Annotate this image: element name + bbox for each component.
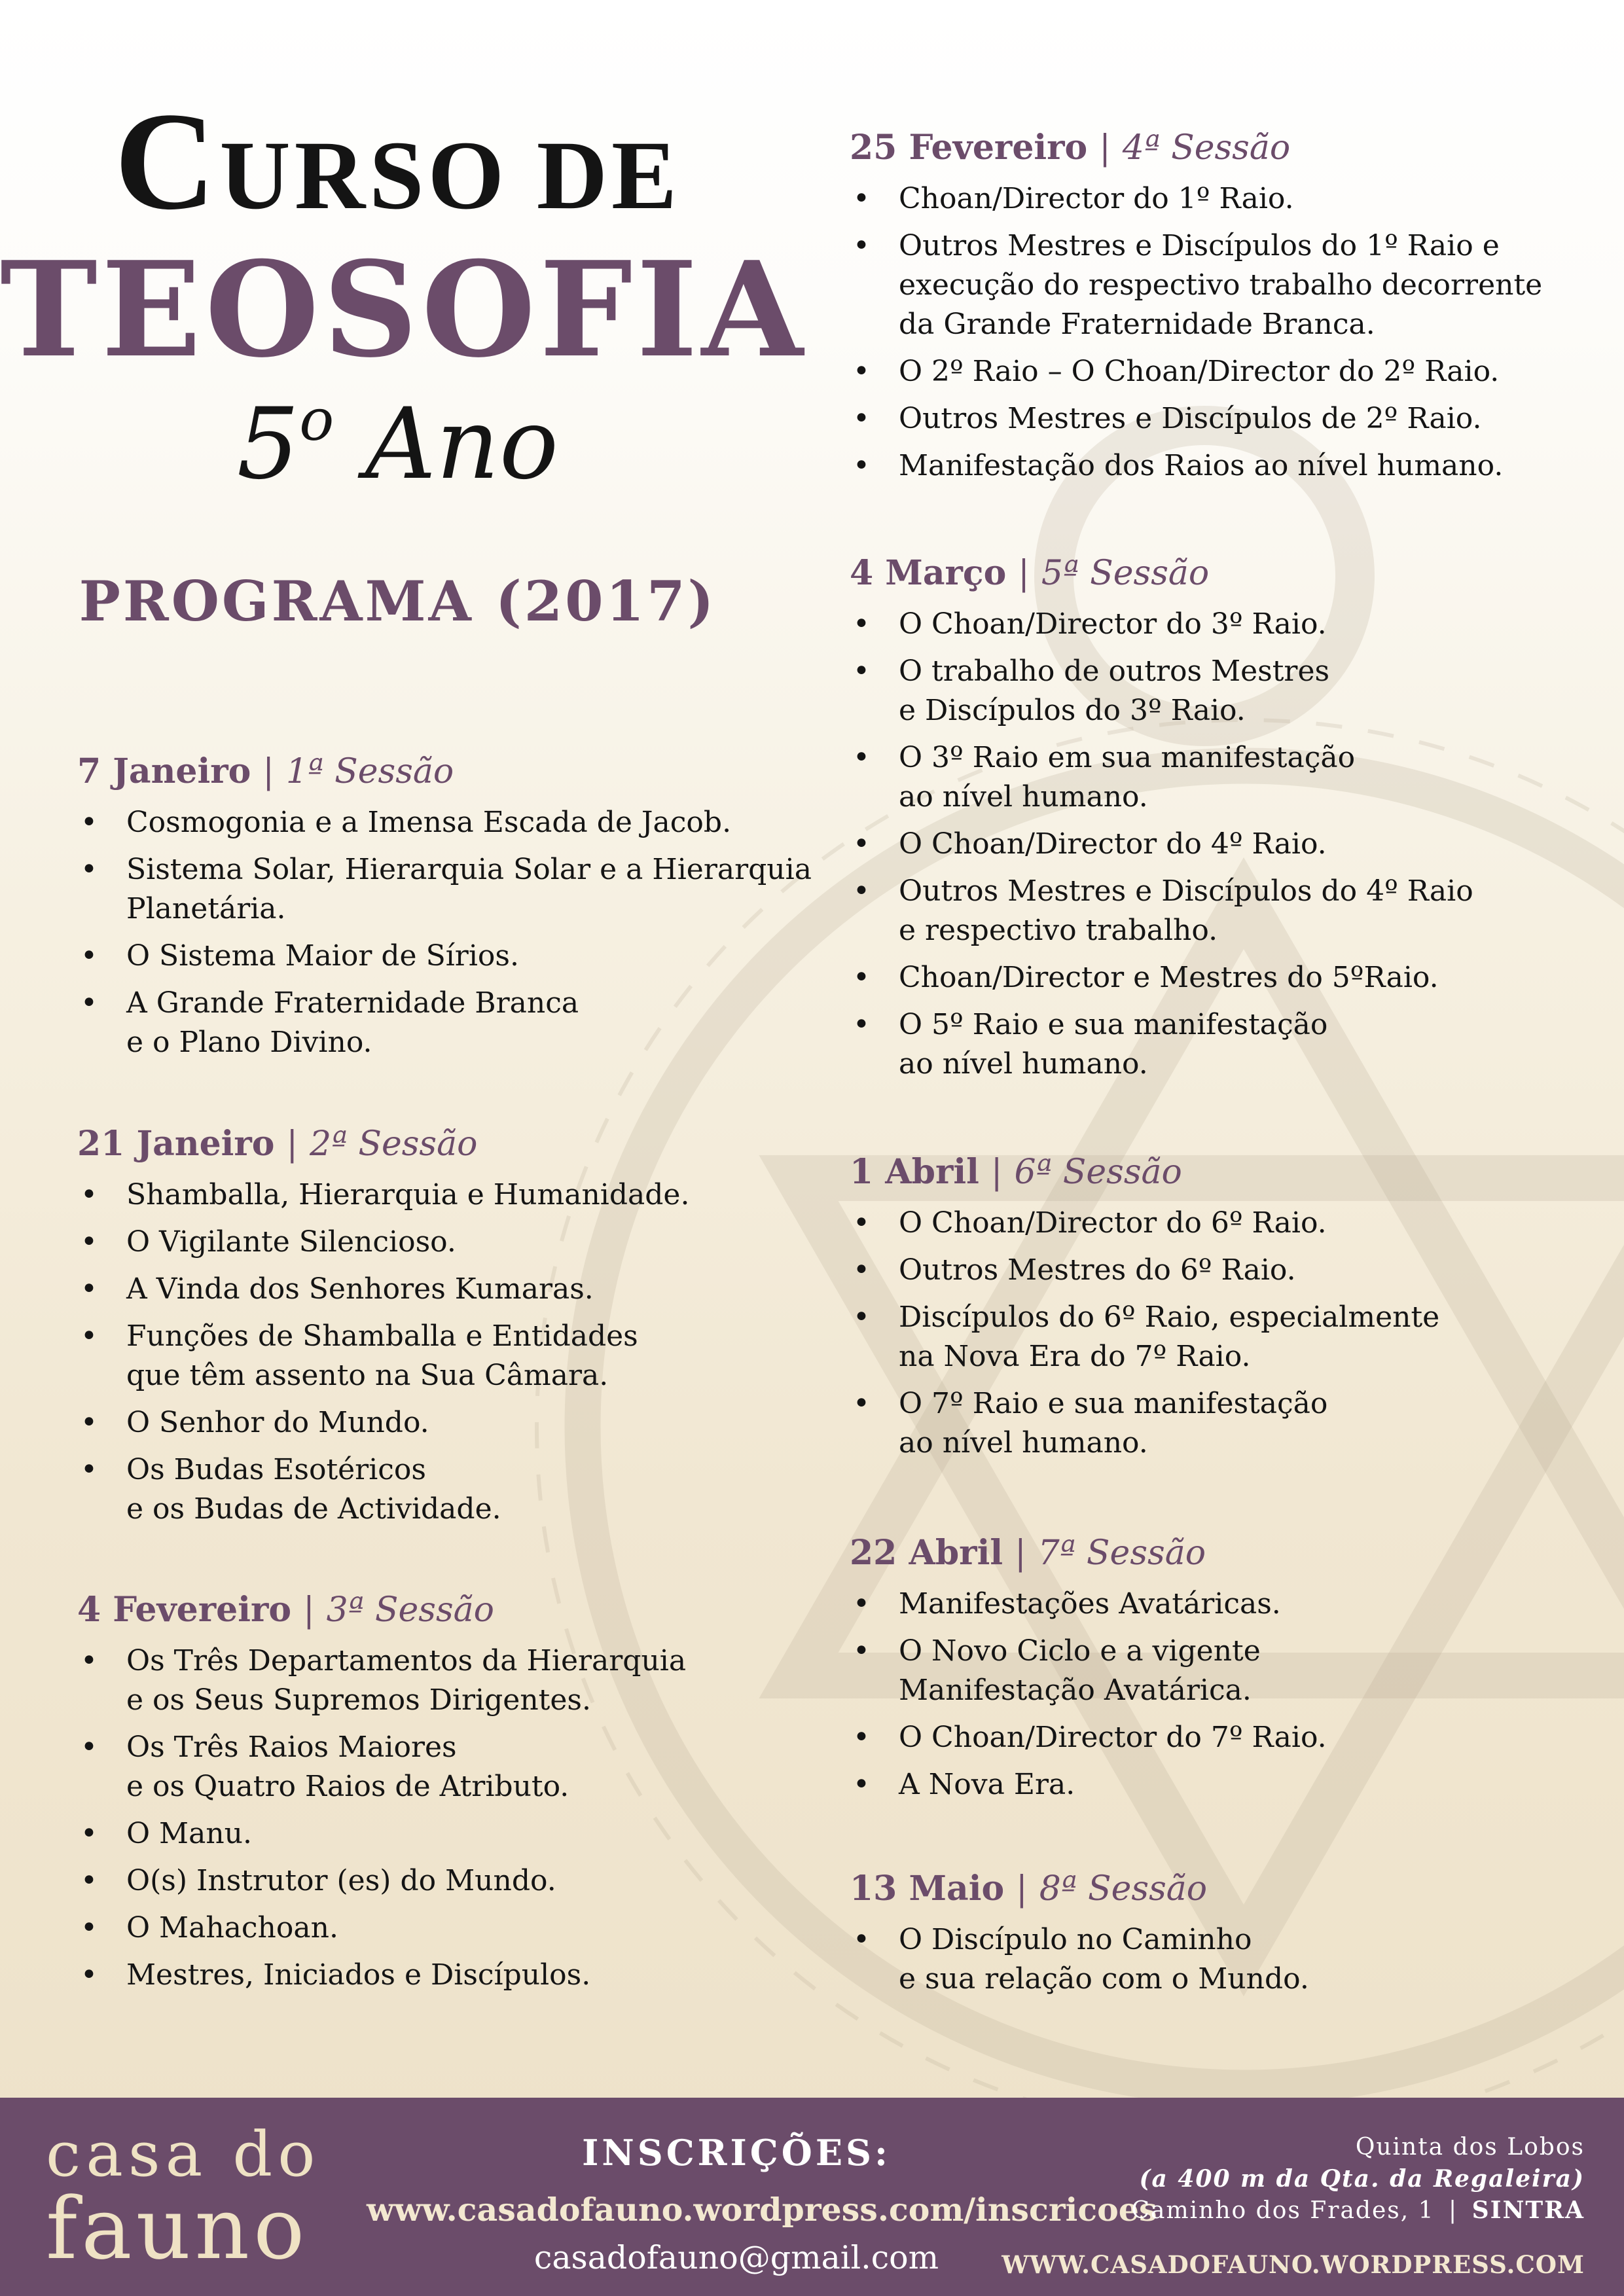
session-heading: 4 Março | 5ª Sessão <box>850 553 1210 593</box>
session-1 <box>77 751 812 1070</box>
registration-block <box>367 2132 1157 2276</box>
list-item: • O Choan/Director do 7º Raio. <box>850 1718 1327 1757</box>
list-item: • Discípulos do 6º Raio, especialmente na Nova Era do 7º Raio. <box>850 1298 1439 1376</box>
programa-subtitle: PROGRAMA (2017) <box>79 569 717 634</box>
footer <box>0 2098 1624 2296</box>
list-item: • O Senhor do Mundo. <box>77 1403 689 1443</box>
title-block <box>0 79 807 634</box>
list-item: • O(s) Instrutor (es) do Mundo. <box>77 1861 686 1901</box>
title-line-1: CURSO DE <box>114 84 681 239</box>
list-item: • O Choan/Director do 4º Raio. <box>850 825 1473 864</box>
list-item: • Outros Mestres e Discípulos do 1º Raio e execução do respectivo trabalho decorrente da Grande Fraternidade Branca. <box>850 226 1542 344</box>
address-block <box>1001 2132 1585 2280</box>
list-item: • O trabalho de outros Mestres e Discípulos do 3º Raio. <box>850 652 1473 730</box>
session-3 <box>77 1590 687 2003</box>
session-8 <box>850 1869 1309 2007</box>
list-item: • A Vinda dos Senhores Kumaras. <box>77 1270 689 1309</box>
list-item: • Os Três Raios Maiores e os Quatro Raios de Atributo. <box>77 1728 686 1806</box>
casa-do-fauno-logo: casa do fauno <box>46 2119 321 2278</box>
list-item: • Outros Mestres do 6º Raio. <box>850 1251 1439 1290</box>
list-item: • Manifestações Avatáricas. <box>850 1585 1327 1624</box>
session-items <box>850 1204 1439 1463</box>
session-items <box>77 1641 686 1995</box>
session-items <box>77 803 812 1062</box>
list-item: • O Novo Ciclo e a vigente Manifestação Avatárica. <box>850 1632 1327 1710</box>
list-item: • O 7º Raio e sua manifestação ao nível humano. <box>850 1384 1439 1463</box>
session-heading: 4 Fevereiro | 3ª Sessão <box>77 1590 494 1630</box>
address-line: Quinta dos Lobos <box>1355 2134 1585 2161</box>
list-item: • A Nova Era. <box>850 1765 1327 1804</box>
list-item: • Choan/Director e Mestres do 5ºRaio. <box>850 958 1473 997</box>
list-item: • Mestres, Iniciados e Discípulos. <box>77 1956 686 1995</box>
list-item: • A Grande Fraternidade Branca e o Plano Divino. <box>77 984 812 1062</box>
session-items <box>850 605 1473 1084</box>
session-items <box>850 1920 1309 1999</box>
list-item: • Funções de Shamballa e Entidades que têm assento na Sua Câmara. <box>77 1317 689 1395</box>
title-line-2: TEOSOFIA <box>0 233 807 387</box>
list-item: • O 3º Raio em sua manifestação ao nível humano. <box>850 738 1473 817</box>
session-5 <box>850 553 1473 1092</box>
address-line: (a 400 m da Qta. da Regaleira) <box>1139 2165 1585 2193</box>
session-4 <box>850 128 1543 493</box>
session-heading: 21 Janeiro | 2ª Sessão <box>77 1124 478 1164</box>
list-item: • O Discípulo no Caminho e sua relação com o Mundo. <box>850 1920 1309 1999</box>
list-item: • Manifestação dos Raios ao nível humano. <box>850 446 1542 486</box>
list-item: • Os Três Departamentos da Hierarquia e os Seus Supremos Dirigentes. <box>77 1641 686 1720</box>
session-heading: 7 Janeiro | 1ª Sessão <box>77 751 454 791</box>
list-item: • O Choan/Director do 6º Raio. <box>850 1204 1439 1243</box>
list-item: • O 5º Raio e sua manifestação ao nível humano. <box>850 1005 1473 1084</box>
website-link[interactable]: WWW.CASADOFAUNO.WORDPRESS.COM <box>1001 2250 1585 2279</box>
list-item: • Shamballa, Hierarquia e Humanidade. <box>77 1175 689 1215</box>
list-item: • O Vigilante Silencioso. <box>77 1223 689 1262</box>
list-item: • O Manu. <box>77 1814 686 1854</box>
list-item: • Os Budas Esotéricos e os Budas de Actividade. <box>77 1450 689 1529</box>
session-heading: 13 Maio | 8ª Sessão <box>850 1869 1208 1909</box>
session-items <box>850 1585 1327 1804</box>
list-item: • Cosmogonia e a Imensa Escada de Jacob. <box>77 803 812 842</box>
title-line-3: 5$^o$ Ano <box>236 386 559 501</box>
list-item: • O 2º Raio – O Choan/Director do 2º Raio. <box>850 352 1542 391</box>
list-item: • Sistema Solar, Hierarquia Solar e a Hierarquia Planetária. <box>77 850 812 929</box>
list-item: • Choan/Director do 1º Raio. <box>850 179 1542 219</box>
list-item: • Outros Mestres e Discípulos do 4º Raio e respectivo trabalho. <box>850 872 1473 950</box>
session-6 <box>850 1152 1440 1471</box>
session-7 <box>850 1533 1327 1812</box>
session-heading: 22 Abril | 7ª Sessão <box>850 1533 1206 1573</box>
inscricoes-link[interactable]: www.casadofauno.wordpress.com/inscricoes <box>367 2191 1157 2229</box>
address-line: Caminho dos Frades, 1 | SINTRA <box>1131 2197 1585 2224</box>
list-item: • O Sistema Maior de Sírios. <box>77 937 812 976</box>
list-item: • Outros Mestres e Discípulos de 2º Raio. <box>850 399 1542 439</box>
session-heading: 1 Abril | 6ª Sessão <box>850 1152 1182 1192</box>
session-2 <box>77 1124 690 1537</box>
session-heading: 25 Fevereiro | 4ª Sessão <box>850 128 1291 168</box>
session-items <box>77 1175 689 1529</box>
session-items <box>850 179 1542 486</box>
inscricoes-label: INSCRIÇÕES: <box>582 2132 891 2174</box>
email-link[interactable]: casadofauno@gmail.com <box>533 2239 939 2276</box>
list-item: • O Mahachoan. <box>77 1909 686 1948</box>
list-item: • O Choan/Director do 3º Raio. <box>850 605 1473 644</box>
